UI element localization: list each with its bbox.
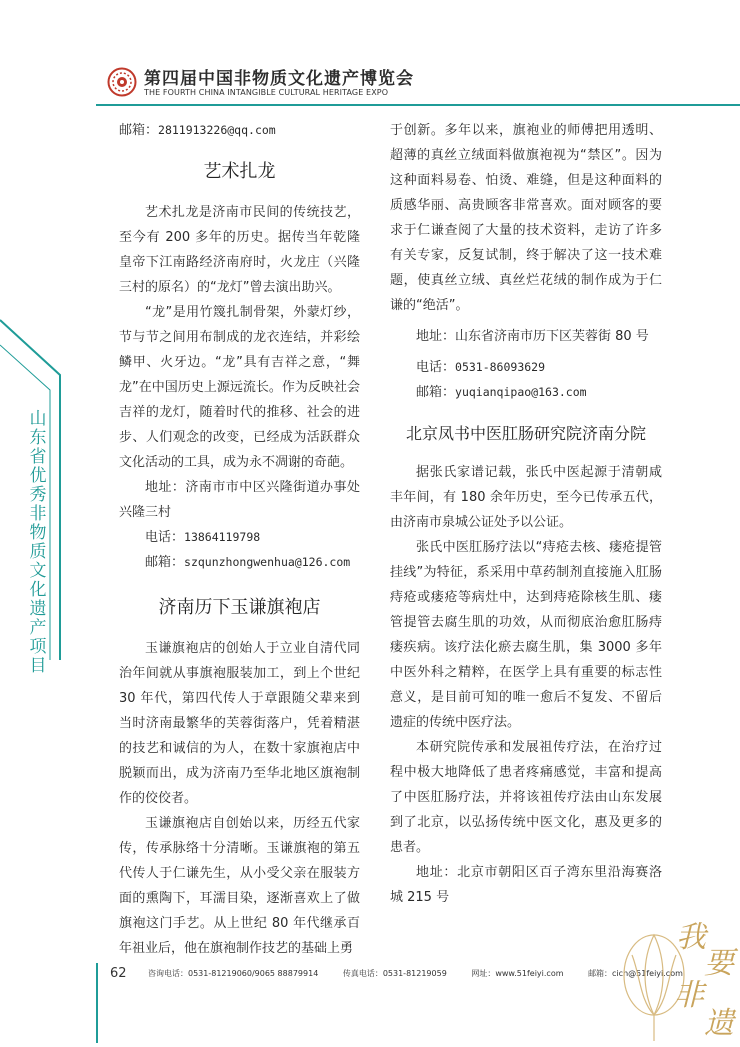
header-subtitle: THE FOURTH CHINA INTANGIBLE CULTURAL HERITAGE EXPO (144, 88, 389, 97)
email-label: 邮箱： (416, 385, 456, 400)
brand-char: 我 (676, 920, 706, 955)
phone-label: 电话： (416, 360, 456, 375)
email-label: 邮箱： (145, 555, 185, 570)
footer-divider (96, 963, 98, 1043)
email-label: 邮箱： (119, 123, 159, 138)
paragraph: “龙”是用竹篾扎制骨架，外蒙灯纱，节与节之间用布制成的龙衣连结，并彩绘鳞甲、火牙边。“龙”具有吉祥之意，“舞龙”在中国历史上源远流长。作为反映社会吉祥的龙灯，随着时代的推移、社会的进步、人们观念的改变，已经成为活跃群众文化活动的工具，成为永不凋谢的奇葩。 (119, 305, 360, 470)
header-divider (96, 104, 740, 106)
section-title: 济南历下玉谦旗袍店 (158, 597, 321, 618)
contact-email (119, 550, 360, 575)
brand-char: 要 (704, 946, 734, 981)
address: 地址：济南市市中区兴隆街道办事处兴隆三村 (119, 480, 360, 520)
phone-value: 0531-86093629 (455, 360, 546, 374)
paragraph: 玉谦旗袍店的创始人于立业自清代同治年间就从事旗袍服装加工，到上个世纪 30 年代，第四代传人于章跟随父辈来到当时济南最繁华的芙蓉街落户，凭着精湛的技艺和诚信的为人，在数十家旗袍店中脱颖而出，成为济南乃至华北地区旗袍制作的佼佼者。 (119, 641, 360, 806)
paragraph: 据张氏家谱记载，张氏中医起源于清朝咸丰年间，有 180 余年历史，至今已传承五代，由济南市泉城公证处予以公证。 (390, 465, 662, 530)
contact-email (390, 380, 662, 405)
contact-phone (390, 355, 662, 380)
header-title: 第四届中国非物质文化遗产博览会 (144, 69, 414, 89)
paragraph: 本研究院传承和发展祖传疗法，在治疗过程中极大地降低了患者疼痛感觉，丰富和提高了中医肛肠疗法，并将该祖传疗法由山东发展到了北京，以弘扬传统中医文化，惠及更多的患者。 (390, 740, 662, 855)
contact-email (119, 118, 360, 143)
address: 地址：北京市朝阳区百子湾东里沿海赛洛城 215 号 (390, 865, 662, 905)
page-number: 62 (110, 966, 127, 981)
paragraph: 张氏中医肛肠疗法以“痔疮去核、瘘疮提管挂线”为特征，系采用中草药制剂直接施入肛肠痔疮或瘘疮等病灶中，达到痔疮除核生肌、瘘管提管去腐生肌的功效，从而彻底治愈肛肠痔瘘疾病。该疗法化瘀去腐生肌，集 3000 多年中医外科之精粹，在医学上具有重要的标志性意义，是目前可知的唯一愈后不复发、不留后遗症的传统中医疗法。 (390, 540, 662, 730)
paragraph: 艺术扎龙是济南市民间的传统技艺，至今有 200 多年的历史。据传当年乾隆皇帝下江南路经济南府时，火龙庄（兴隆三村的原名）的“龙灯”曾去演出助兴。 (119, 205, 360, 295)
section-title: 北京凤书中医肛肠研究院济南分院 (405, 424, 646, 443)
footer-fax: 传真电话：0531-81219059 (342, 969, 447, 978)
contact-phone (119, 525, 360, 550)
paragraph: 于创新。多年以来，旗袍业的师傅把用透明、超薄的真丝立绒面料做旗袍视为“禁区”。因为这种面料易卷、怕烫、难缝，但是这种面料的质感华丽、高贵顾客非常喜欢。面对顾客的要求于仁谦查阅了大量的技术资料，走访了许多有关专家，反复试制，终于解决了这一技术难题，使真丝立绒、真丝烂花绒的制作成为于仁谦的“绝活”。 (390, 123, 662, 313)
brand-char: 遗 (704, 1006, 734, 1041)
brand-char: 非 (674, 978, 704, 1013)
email-value: yuqianqipao@163.com (455, 385, 587, 399)
right-column (390, 118, 662, 910)
phone-value: 13864119798 (184, 530, 261, 544)
paragraph: 玉谦旗袍店自创始以来，历经五代家传，传承脉络十分清晰。玉谦旗袍的第五代传人于仁谦先生，从小受父亲在服装方面的熏陶下，耳濡目染，逐渐喜欢上了做旗袍这门手艺。从上世纪 80 年代继承百年祖业后，他在旗袍制作技艺的基础上勇 (119, 816, 360, 956)
side-label: 山东省优秀非物质文化遗产项目 (29, 409, 47, 676)
footer-website: 网址：www.51feiyi.com (471, 969, 564, 978)
email-value: szqunzhongwenhua@126.com (184, 555, 351, 569)
footer-phone: 咨询电话：0531-81219060/9065 88879914 (148, 969, 319, 978)
expo-logo (107, 67, 137, 97)
left-column (119, 118, 360, 961)
footer-email: 邮箱：cich@51feiyi.com (588, 969, 683, 978)
section-title: 艺术扎龙 (203, 161, 276, 182)
phone-label: 电话： (145, 530, 185, 545)
address: 地址：山东省济南市历下区芙蓉街 80 号 (416, 329, 649, 344)
email-value: 2811913226@qq.com (158, 123, 276, 137)
side-decoration (0, 290, 100, 660)
